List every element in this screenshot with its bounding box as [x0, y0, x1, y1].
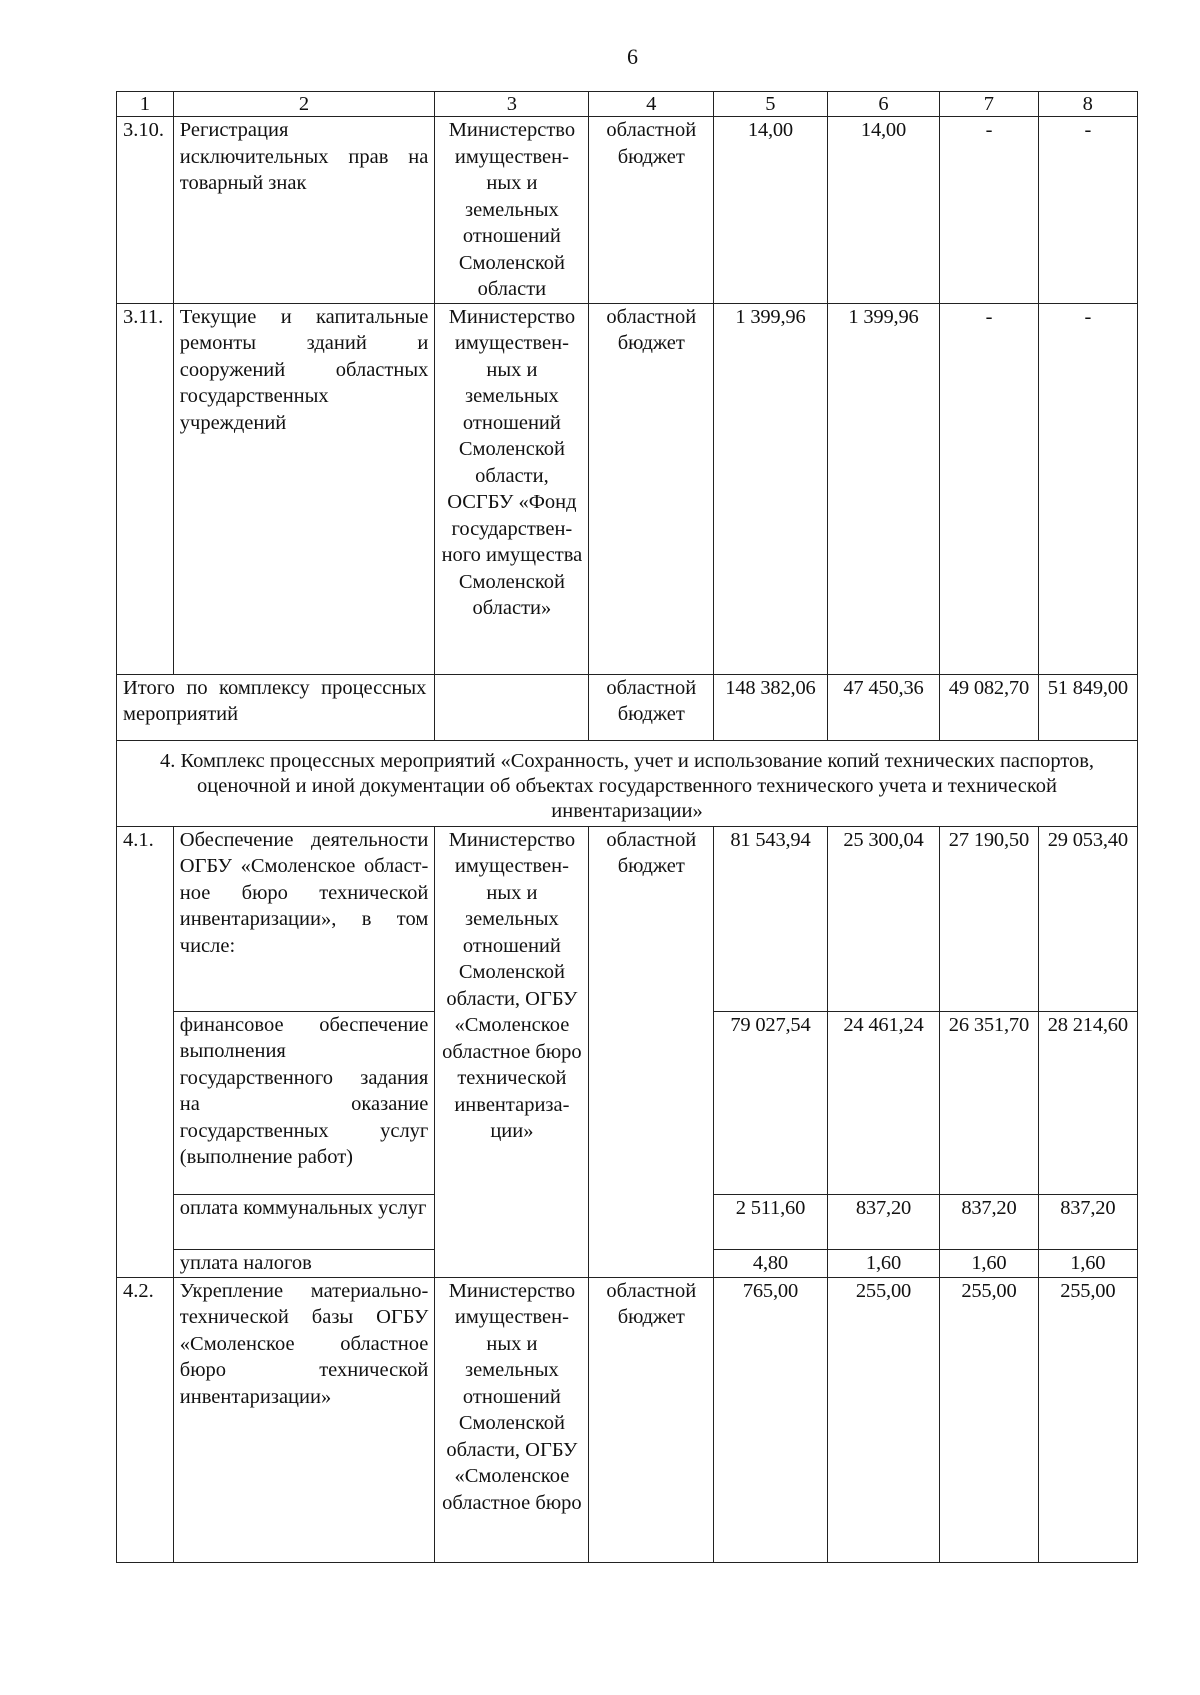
page-number: 6 — [627, 44, 638, 69]
header-cell: 2 — [173, 92, 435, 117]
row-name: Укрепление материально-технической базы ОГБУ «Смоленское областное бюро технической инвентаризации» — [173, 1277, 435, 1562]
value-col5: 79 027,54 — [714, 1011, 828, 1194]
table-row — [117, 1277, 1138, 1562]
value-col5: 765,00 — [714, 1277, 828, 1562]
value-col8: - — [1038, 303, 1137, 674]
subrow-name: оплата коммунальных услуг — [173, 1194, 435, 1249]
row-source: областной бюджет — [589, 117, 714, 304]
value-col8: 28 214,60 — [1038, 1011, 1137, 1194]
table-row — [117, 826, 1138, 1011]
value-col7: - — [940, 303, 1038, 674]
value-col6: 1 399,96 — [827, 303, 940, 674]
section-heading: 4. Комплекс процессных мероприятий «Сохранность, учет и использование копий технических паспортов, оценочной и иной документации об объектах государственного технического учета и технической инвентаризации» — [117, 740, 1138, 826]
header-cell: 5 — [714, 92, 828, 117]
row-source: областной бюджет — [589, 303, 714, 674]
row-source: областной бюджет — [589, 826, 714, 1277]
row-executor: Министерство имуществен-ных и земельных отношений Смоленской области, ОГБУ «Смоленское областное бюро технической инвентариза-ции» — [435, 826, 589, 1277]
value-col8: 1,60 — [1038, 1249, 1137, 1277]
value-col6: 837,20 — [827, 1194, 940, 1249]
total-row — [117, 674, 1138, 740]
value-col7: 1,60 — [940, 1249, 1038, 1277]
row-source: областной бюджет — [589, 1277, 714, 1562]
value-col7: 837,20 — [940, 1194, 1038, 1249]
value-col8: 29 053,40 — [1038, 826, 1137, 1011]
total-col5: 148 382,06 — [714, 674, 828, 740]
header-cell: 4 — [589, 92, 714, 117]
value-col5: 1 399,96 — [714, 303, 828, 674]
value-col7: 255,00 — [940, 1277, 1038, 1562]
row-executor: Министерство имуществен-ных и земельных отношений Смоленской области, ОГБУ «Смоленское областное бюро — [435, 1277, 589, 1562]
row-number: 3.10. — [117, 117, 174, 304]
value-col8: 837,20 — [1038, 1194, 1137, 1249]
row-executor: Министерство имуществен-ных и земельных отношений Смоленской области — [435, 117, 589, 304]
row-number: 4.1. — [117, 826, 174, 1277]
value-col6: 1,60 — [827, 1249, 940, 1277]
value-col6: 24 461,24 — [827, 1011, 940, 1194]
value-col8: 255,00 — [1038, 1277, 1137, 1562]
total-label: Итого по комплексу процессных мероприятий — [117, 674, 435, 740]
value-col6: 255,00 — [827, 1277, 940, 1562]
budget-table — [116, 91, 1138, 1563]
value-col6: 25 300,04 — [827, 826, 940, 1011]
header-cell: 7 — [940, 92, 1038, 117]
row-number: 4.2. — [117, 1277, 174, 1562]
row-number: 3.11. — [117, 303, 174, 674]
value-col6: 14,00 — [827, 117, 940, 304]
header-cell: 1 — [117, 92, 174, 117]
total-col8: 51 849,00 — [1038, 674, 1137, 740]
total-col7: 49 082,70 — [940, 674, 1038, 740]
header-cell: 3 — [435, 92, 589, 117]
value-col5: 81 543,94 — [714, 826, 828, 1011]
value-col7: 26 351,70 — [940, 1011, 1038, 1194]
section-row — [117, 740, 1138, 826]
total-executor-empty — [435, 674, 589, 740]
header-row — [117, 92, 1138, 117]
row-name: Текущие и капитальные ремонты зданий и сооружений областных государственных учреждений — [173, 303, 435, 674]
row-name: Обеспечение деятельности ОГБУ «Смоленское област-ное бюро технической инвентаризации», в том числе: — [173, 826, 435, 1011]
value-col7: 27 190,50 — [940, 826, 1038, 1011]
value-col5: 2 511,60 — [714, 1194, 828, 1249]
value-col7: - — [940, 117, 1038, 304]
header-cell: 6 — [827, 92, 940, 117]
table-row — [117, 303, 1138, 674]
value-col5: 4,80 — [714, 1249, 828, 1277]
table-row — [117, 117, 1138, 304]
value-col8: - — [1038, 117, 1137, 304]
subrow-name: финансовое обеспечение выполнения государственного задания на оказание государственных услуг (выполнение работ) — [173, 1011, 435, 1194]
total-col6: 47 450,36 — [827, 674, 940, 740]
row-executor: Министерство имуществен-ных и земельных отношений Смоленской области, ОСГБУ «Фонд государствен-ного имущества Смоленской области» — [435, 303, 589, 674]
subrow-name: уплата налогов — [173, 1249, 435, 1277]
total-source: областной бюджет — [589, 674, 714, 740]
value-col5: 14,00 — [714, 117, 828, 304]
row-name: Регистрация исключительных прав на товарный знак — [173, 117, 435, 304]
header-cell: 8 — [1038, 92, 1137, 117]
